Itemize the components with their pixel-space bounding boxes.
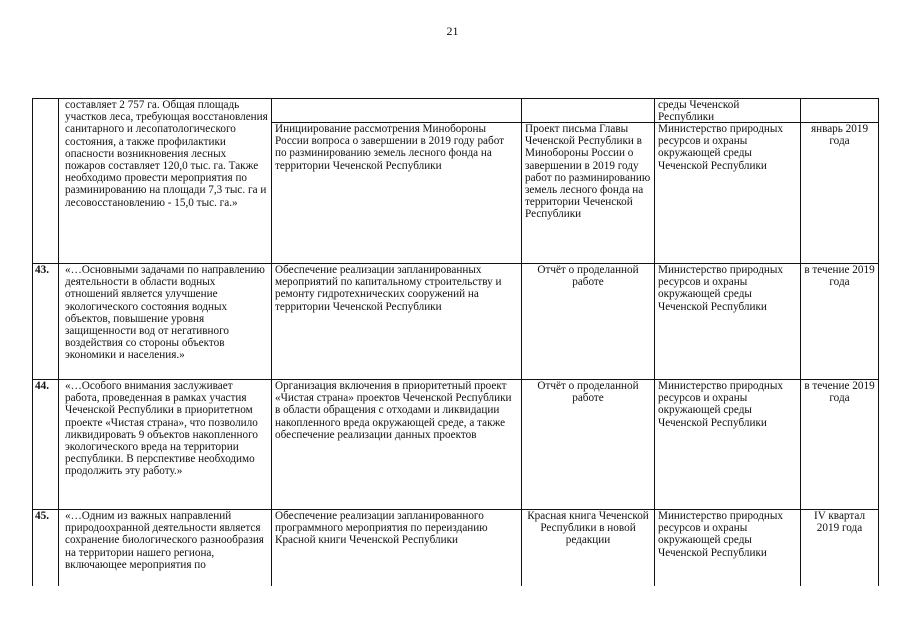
row-number: 43.	[33, 264, 59, 380]
result-cell: Красная книга Чеченской Республики в новой редакции	[522, 510, 655, 586]
executor-text: Министерство природных ресурсов и охраны окружающей среды Чеченской Республики	[658, 123, 783, 172]
deadline-text: январь 2019 года	[810, 123, 869, 148]
measure-cell	[272, 99, 522, 264]
measure-text: Инициирование рассмотрения Минобороны России вопроса о завершении в 2019 году работ по разминированию земель лесного фонда на территории Чеченской Республики	[275, 123, 505, 172]
deadline-cell-top	[801, 99, 878, 123]
result-text: Проект письма Главы Чеченской Республики в Минобороны России о завершении в 2019 году работ по разминированию земель лесного фонда на территории Чеченской Республики	[525, 123, 651, 221]
measure-cell: Обеспечение реализации запланированных мероприятий по капитальному строительству и ремонту гидротехнических сооружений на территории Чеченской Республики	[272, 264, 522, 380]
measure-cell-top	[272, 99, 521, 123]
deadline-cell	[801, 99, 879, 264]
quote-cell: составляет 2 757 га. Общая площадь участков леса, требующая восстановления санитарного и лесопатологического состояния, а также профилактики опасности возникновения лесных пожаров составляет 120,0 тыс. га. Также необходимо провести мероприятия по разминированию на площади 7,3 тыс. га и лесовосстановлению - 15,0 тыс. га.»	[59, 99, 272, 264]
result-cell: Отчёт о проделанной работе	[522, 264, 655, 380]
result-cell	[522, 99, 655, 264]
table-row	[33, 380, 879, 510]
table-row	[33, 510, 879, 586]
executor-cell: Министерство природных ресурсов и охраны окружающей среды Чеченской Республики	[655, 380, 801, 510]
row-number: 44.	[33, 380, 59, 510]
deadline-cell: в течение 2019 года	[801, 380, 879, 510]
deadline-cell: IV квартал 2019 года	[801, 510, 879, 586]
result-cell-top	[522, 99, 654, 123]
executor-cell: Министерство природных ресурсов и охраны окружающей среды Чеченской Республики	[655, 264, 801, 380]
table-row	[33, 264, 879, 380]
row-number: 45.	[33, 510, 59, 586]
page-number: 21	[446, 24, 459, 38]
executor-cell: Министерство природных ресурсов и охраны окружающей среды Чеченской Республики	[655, 510, 801, 586]
result-cell: Отчёт о проделанной работе	[522, 380, 655, 510]
executor-cell-top: среды Чеченской Республики	[655, 99, 800, 123]
quote-cell: «…Одним из важных направлений природоохранной деятельности является сохранение биологического разнообразия на территории нашего региона, включающее мероприятия по	[59, 510, 272, 586]
quote-cell: «…Основными задачами по направлению деятельности в области водных отношений является улучшение экологического состояния водных объектов, повышение уровня защищенности вод от негативного воздействия со стороны объектов экономики и населения.»	[59, 264, 272, 380]
measure-cell: Организация включения в приоритетный проект «Чистая страна» проектов Чеченской Республики в области обращения с отходами и ликвидации накопленного вреда окружающей среде, а также обеспечение реализации данных проектов	[272, 380, 522, 510]
measure-cell: Обеспечение реализации запланированного программного мероприятия по переизданию Красной книги Чеченской Республики	[272, 510, 522, 586]
executor-cell	[655, 99, 801, 264]
deadline-cell: в течение 2019 года	[801, 264, 879, 380]
quote-cell: «…Особого внимания заслуживает работа, проведенная в рамках участия Чеченской Республики в приоритетном проекте «Чистая страна», что позволило ликвидировать 9 объектов накопленного экологического вреда на территории республики. В перспективе необходимо продолжить эту работу.»	[59, 380, 272, 510]
plan-table	[32, 98, 879, 586]
row-number	[33, 99, 59, 264]
table-row	[33, 99, 879, 264]
